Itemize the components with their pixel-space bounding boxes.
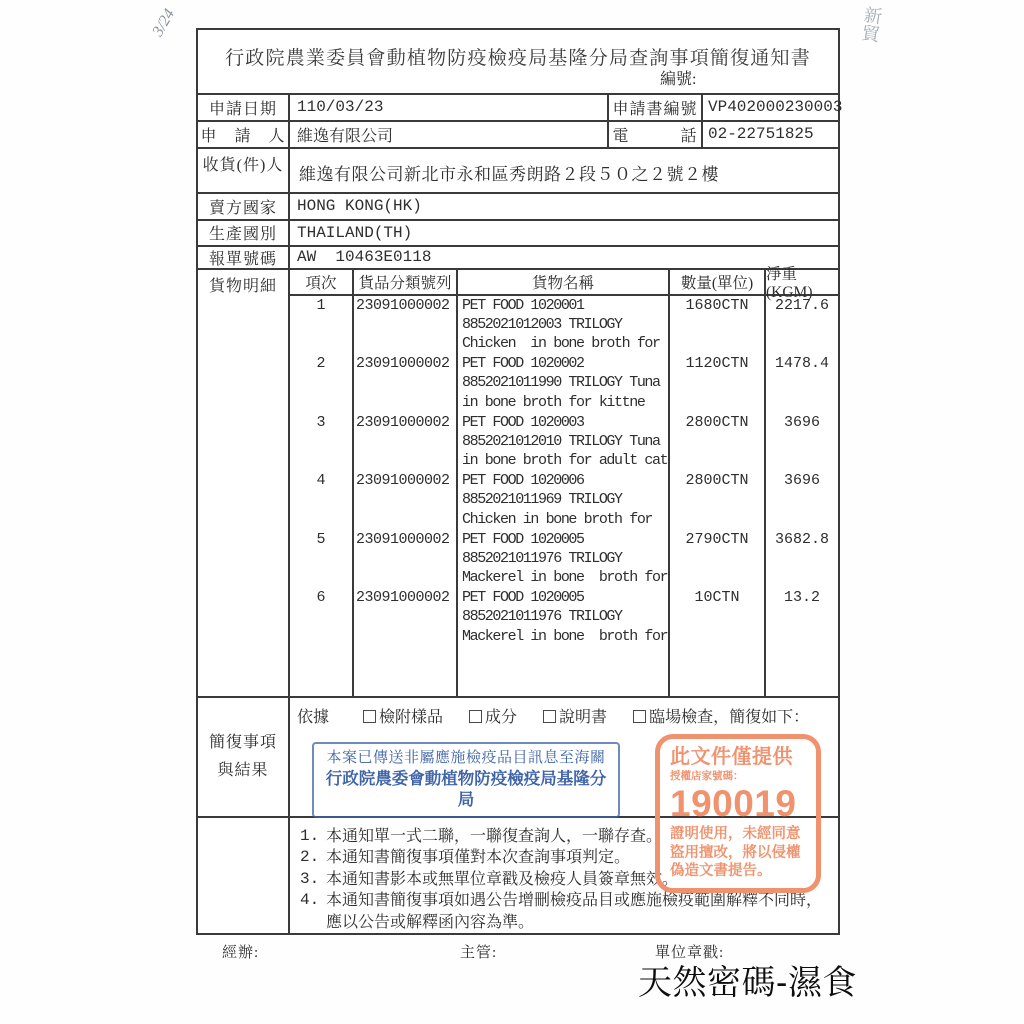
- orange-stamp-title: 此文件僅提供: [670, 746, 793, 768]
- item-code: 23091000002: [356, 355, 450, 372]
- goods-detail-section: [198, 265, 838, 696]
- column-qty: [668, 296, 764, 696]
- goods-section-label: 貨物明細: [198, 270, 290, 696]
- checkbox-item-onsite: [633, 709, 809, 726]
- note-number: 3.: [300, 869, 320, 888]
- note-item: [300, 890, 834, 933]
- serial-number-label: 編號:: [660, 70, 697, 88]
- item-weight: 3696: [783, 472, 820, 489]
- column-code: [352, 296, 456, 696]
- item-code: 23091000002: [356, 472, 450, 489]
- item-no: 4: [316, 472, 326, 489]
- reply-label-line1: 簡復事項: [208, 734, 277, 752]
- checkbox-item-ingredient: [469, 709, 517, 726]
- seller-country-value: HONG KONG(HK): [297, 197, 422, 215]
- item-name-line: Mackerel in bone broth for: [462, 627, 668, 645]
- orange-stamp-store-number: 190019: [670, 783, 797, 824]
- production-country-label: 生產國別: [198, 221, 290, 245]
- checkbox-label: 檢附樣品: [379, 708, 444, 726]
- item-name-line: PET FOOD 1020005: [462, 589, 584, 606]
- row-apply-date: [198, 93, 843, 120]
- item-no: 5: [316, 530, 326, 548]
- title-section: [198, 30, 838, 93]
- checkbox-label: 說明書: [559, 708, 608, 726]
- goods-table: [290, 265, 838, 696]
- item-code: 23091000002: [356, 413, 450, 431]
- phone-label: 電 話: [607, 122, 703, 147]
- applicant-value: 維逸有限公司: [297, 127, 394, 145]
- item-name: [458, 354, 668, 413]
- application-no-label: 申請書編號: [607, 95, 703, 120]
- orange-stamp-line2: 盜用擅改，將以侵權: [670, 844, 801, 861]
- item-code: 23091000002: [356, 530, 450, 548]
- item-qty: 1680CTN: [685, 296, 749, 314]
- item-no: 2: [316, 355, 326, 372]
- checkbox-icon: [363, 710, 376, 723]
- col-header-name: 貨物名稱: [456, 270, 668, 294]
- handwritten-corner-note: 新貿: [858, 4, 884, 44]
- item-name-line: 8852021011976 TRILOGY: [462, 608, 622, 626]
- col-header-item-no: 項次: [305, 274, 337, 292]
- item-name-line: 8852021011969 TRILOGY: [462, 491, 622, 509]
- item-name-line: PET FOOD 1020005: [462, 530, 584, 548]
- row-applicant: [198, 120, 838, 147]
- note-number: 4.: [300, 891, 320, 909]
- item-code: 23091000002: [356, 296, 450, 314]
- consignee-value: 維逸有限公司新北市永和區秀朗路２段５０之２號２樓: [299, 164, 719, 184]
- note-text: 本通知書影本或無單位章戳及檢疫人員簽章無效。: [326, 870, 679, 888]
- item-no: 6: [316, 589, 326, 606]
- item-name-line: 8852021012003 TRILOGY: [462, 315, 622, 333]
- item-name-line: 8852021011990 TRILOGY Tuna: [462, 374, 660, 392]
- row-seller-country: [198, 192, 838, 219]
- customs-blue-stamp: [312, 742, 620, 818]
- note-text: 本通知單一式二聯，一聯復查詢人，一聯存查。: [326, 827, 663, 845]
- row-production-country: [198, 219, 838, 245]
- handler-label: 經辦:: [222, 945, 260, 961]
- item-name-line: Mackerel in bone broth for: [462, 569, 668, 587]
- column-name: [456, 296, 668, 696]
- application-no-value: VP402000230003: [708, 98, 843, 116]
- item-qty: 2790CTN: [685, 530, 749, 548]
- item-name-line: in bone broth for kittne: [462, 393, 645, 411]
- checkbox-label: 成分: [485, 708, 518, 726]
- reply-label-line2: 與結果: [217, 761, 269, 779]
- item-weight: 1478.4: [774, 355, 829, 372]
- item-weight: 3696: [783, 413, 820, 431]
- checkbox-icon: [633, 710, 646, 723]
- note-text: 本通知書簡復事項僅對本次查詢事項判定。: [326, 849, 631, 866]
- goods-table-body: [290, 296, 838, 696]
- item-weight: 13.2: [783, 589, 820, 606]
- item-no: 1: [316, 296, 326, 314]
- orange-stamp-line1: 證明使用，未經同意: [670, 826, 801, 842]
- item-name-line: PET FOOD 1020006: [462, 472, 584, 489]
- orange-stamp-subtitle: 授權店家號碼：: [670, 770, 744, 782]
- checkbox-icon: [543, 710, 556, 723]
- item-code: 23091000002: [356, 589, 450, 606]
- item-qty: 2800CTN: [685, 472, 749, 489]
- column-item-no: [290, 296, 352, 696]
- item-name: [458, 471, 668, 530]
- production-country-value: THAILAND(TH): [297, 223, 413, 242]
- item-name-line: 8852021011976 TRILOGY: [462, 549, 622, 567]
- notes-label-empty: [198, 818, 290, 934]
- item-name-line: PET FOOD 1020003: [462, 413, 584, 431]
- goods-table-header: [290, 265, 838, 301]
- declaration-no-label: 報單號碼: [198, 247, 290, 268]
- item-name-line: Chicken in bone broth for: [462, 510, 653, 528]
- basis-label: 依據: [297, 708, 330, 726]
- row-consignee: [198, 147, 838, 192]
- col-header-code: 貨品分類號列: [352, 270, 456, 294]
- item-name-line: PET FOOD 1020001: [462, 296, 584, 314]
- note-number: 1.: [300, 826, 320, 845]
- item-name-line: Chicken in bone broth for: [462, 335, 660, 353]
- item-name: [458, 413, 668, 472]
- blue-stamp-line2: 行政院農委會動植物防疫檢疫局基隆分局: [325, 768, 607, 810]
- item-name: [458, 530, 668, 589]
- orange-stamp-line3: 偽造文書提告。: [670, 863, 772, 879]
- brand-text: 天然密碼-濕食: [638, 964, 857, 1002]
- unit-stamp-label: 單位章戳:: [655, 945, 725, 961]
- seller-country-label: 賣方國家: [198, 194, 290, 219]
- declaration-no-value: AW 10463E0118: [297, 248, 432, 266]
- item-qty: 10CTN: [694, 589, 740, 606]
- item-name: [458, 588, 668, 647]
- apply-date-label: 申請日期: [198, 95, 290, 120]
- applicant-label: 申 請 人: [198, 122, 290, 147]
- reply-section-label: [198, 698, 290, 816]
- item-name-line: PET FOOD 1020002: [462, 355, 584, 372]
- item-name-line: 8852021012010 TRILOGY Tuna: [462, 432, 660, 450]
- supervisor-label: 主管:: [460, 945, 498, 961]
- checkbox-label: 臨場檢查，簡復如下：: [649, 708, 810, 726]
- col-header-weight: 淨重(KGM): [764, 270, 838, 294]
- item-no: 3: [316, 413, 326, 431]
- checkbox-icon: [469, 710, 482, 723]
- item-qty: 1120CTN: [685, 355, 749, 372]
- consignee-label: 收貨(件)人: [198, 149, 290, 192]
- checkbox-item-sample: [363, 709, 443, 726]
- item-name: [458, 296, 668, 355]
- authorization-orange-stamp: [655, 734, 821, 893]
- handwritten-date-mark: 3/24: [149, 6, 179, 40]
- item-weight: 3682.8: [774, 530, 829, 548]
- basis-line: [290, 698, 838, 727]
- col-header-qty: 數量(單位): [668, 270, 764, 294]
- apply-date-value: 110/03/23: [297, 98, 384, 116]
- item-qty: 2800CTN: [685, 413, 749, 431]
- column-weight: [764, 296, 838, 696]
- row-declaration-no: [198, 245, 838, 268]
- note-text: 本通知書簡復事項如遇公告增刪檢疫品目或應施檢疫範圍解釋不同時，應以公告或解釋函內容為準。: [326, 892, 823, 931]
- document-title: 行政院農業委員會動植物防疫檢疫局基隆分局查詢事項簡復通知書: [225, 48, 811, 69]
- item-weight: 2217.6: [774, 296, 829, 314]
- item-name-line: in bone broth for adult cat: [462, 452, 668, 470]
- phone-value: 02-22751825: [708, 125, 814, 143]
- blue-stamp-line1: 本案已傳送非屬應施檢疫品目訊息至海關: [326, 749, 606, 766]
- checkbox-item-manual: [543, 709, 607, 726]
- note-number: 2.: [300, 848, 320, 866]
